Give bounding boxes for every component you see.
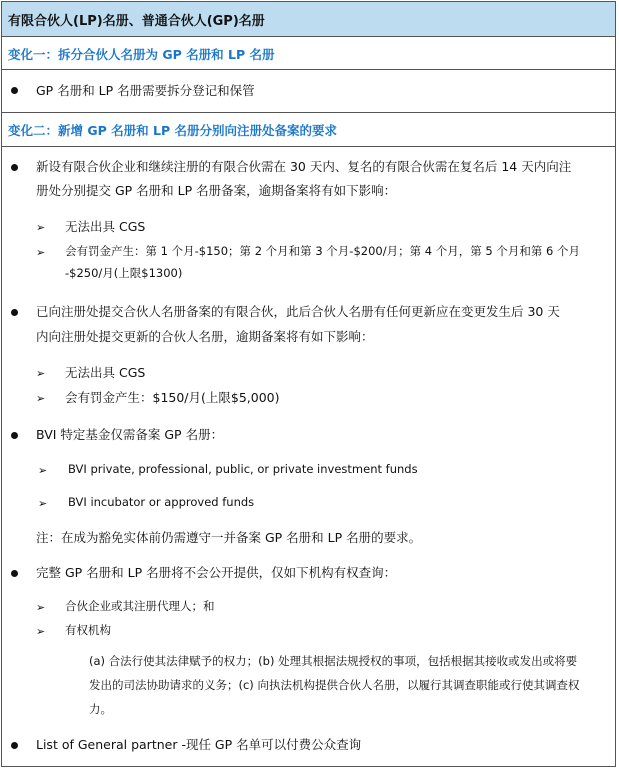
change2-title-row <box>2 113 615 147</box>
item4-detail1: (a) 合法行使其法律赋予的权力；(b) 处理其根据法规授权的事项，包括根据其接收或发出或将要 <box>89 654 578 668</box>
item1-sub2-line2: -$250/月(上限$1300) <box>65 266 183 280</box>
item3-sub2: BVI incubator or approved funds <box>68 495 255 509</box>
item3-line1: BVI 特定基金仅需备案 GP 名册： <box>36 427 224 442</box>
change1-title-row <box>2 37 615 70</box>
arrow-bullet-icon: ➢ <box>36 246 46 259</box>
change1-bullet-text: GP 名册和 LP 名册需要拆分登记和保管 <box>36 83 255 98</box>
arrow-bullet-icon: ➢ <box>36 221 46 234</box>
bullet-icon <box>11 432 18 439</box>
item4-detail2: 发出的司法协助请求的义务；(c) 向执法机构提供合伙人名册，以履行其调查职能或行使其调查权 <box>89 678 580 692</box>
arrow-bullet-icon: ➢ <box>36 367 46 380</box>
registry-table <box>1 1 616 767</box>
item5-line1: List of General partner -现任 GP 名单可以付费公众查询 <box>36 737 362 752</box>
bullet-icon <box>11 570 18 577</box>
item4-detail3: 力。 <box>89 702 112 716</box>
arrow-bullet-icon: ➢ <box>38 464 48 477</box>
bullet-icon <box>11 742 18 749</box>
bullet-icon <box>11 87 18 94</box>
arrow-bullet-icon: ➢ <box>36 625 46 638</box>
change2-content-row <box>2 147 615 768</box>
arrow-bullet-icon: ➢ <box>36 392 46 405</box>
item4-line1: 完整 GP 名册和 LP 名册将不会公开提供，仅如下机构有权查询： <box>36 565 397 580</box>
item2-line2: 内向注册处提交更新的合伙人名册，逾期备案将有如下影响： <box>36 329 374 344</box>
item4-sub2: 有权机构 <box>65 623 111 637</box>
arrow-bullet-icon: ➢ <box>38 497 48 510</box>
item2-line1: 已向注册处提交合伙人名册备案的有限合伙，此后合伙人名册有任何更新应在变更发生后 30 天 <box>36 304 560 319</box>
item3-sub1: BVI private, professional, public, or private investment funds <box>68 462 418 476</box>
arrow-bullet-icon: ➢ <box>36 601 46 614</box>
table-title: 有限合伙人(LP)名册、普通合伙人(GP)名册 <box>8 14 265 29</box>
item2-sub1: 无法出具 CGS <box>65 365 146 380</box>
item1-line2: 册处分别提交 GP 名册和 LP 名册备案，逾期备案将有如下影响： <box>36 183 397 198</box>
change1-content-row <box>2 70 615 113</box>
change1-title: 变化一：拆分合伙人名册为 GP 名册和 LP 名册 <box>8 47 275 62</box>
bullet-icon <box>11 309 18 316</box>
item1-line1: 新设有限合伙企业和继续注册的有限合伙需在 30 天内、复名的有限合伙需在复名后 14 天内向注 <box>36 159 572 174</box>
table-header <box>2 2 615 37</box>
item4-sub1: 合伙企业或其注册代理人；和 <box>65 599 215 613</box>
change2-title: 变化二：新增 GP 名册和 LP 名册分别向注册处备案的要求 <box>8 123 337 138</box>
item2-sub2: 会有罚金产生：$150/月(上限$5,000) <box>65 390 280 405</box>
bullet-icon <box>11 164 18 171</box>
item1-sub1: 无法出具 CGS <box>65 219 146 234</box>
item3-note: 注：在成为豁免实体前仍需遵守一并备案 GP 名册和 LP 名册的要求。 <box>36 530 422 545</box>
item1-sub2-line1: 会有罚金产生：第 1 个月-$150；第 2 个月和第 3 个月-$200/月；第 4 个月，第 5 个月和第 6 个月 <box>65 244 580 258</box>
